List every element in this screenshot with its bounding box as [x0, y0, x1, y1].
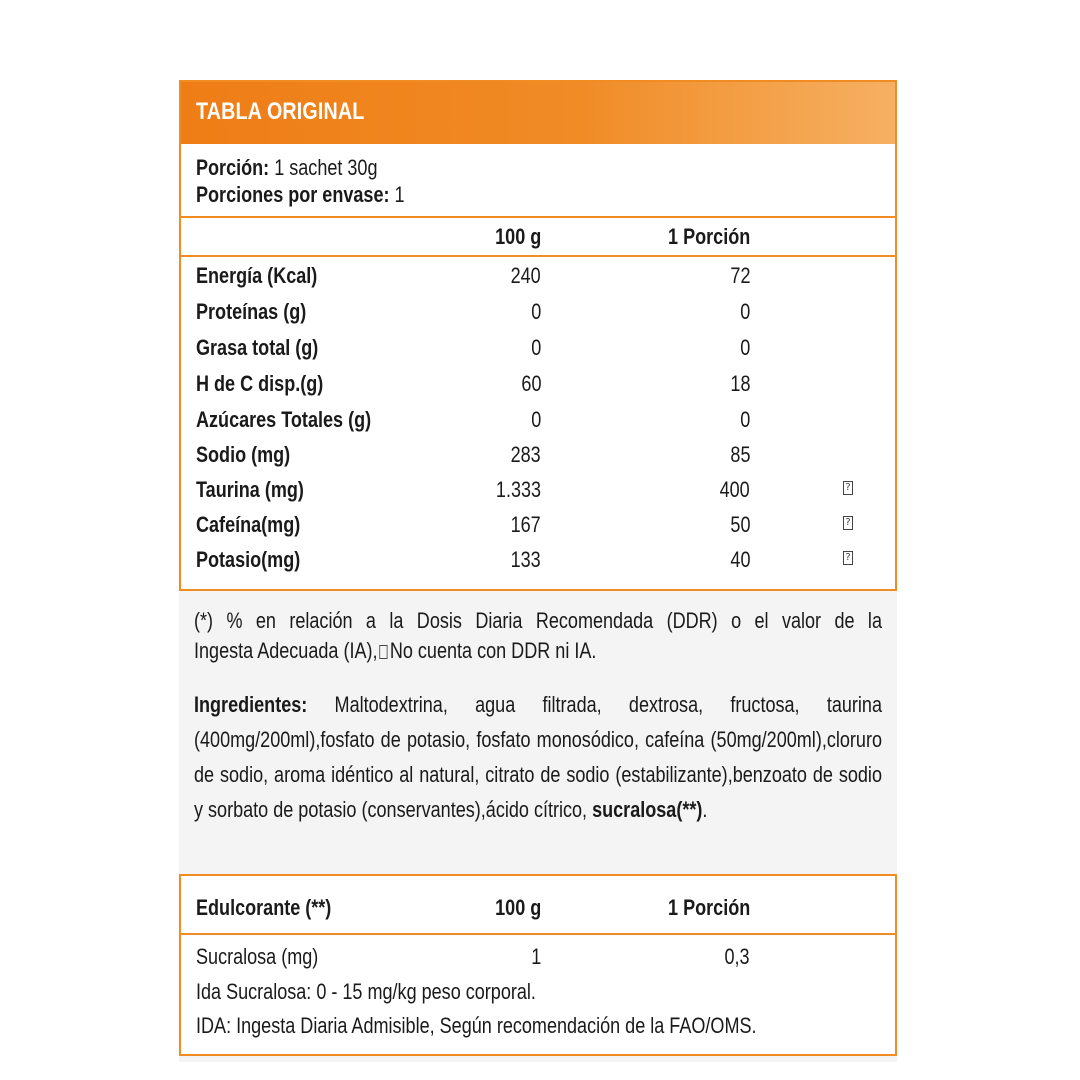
row-label: Energía (Kcal) [196, 263, 318, 288]
row-value-portion: 0 [739, 407, 750, 432]
no-ddr-mark-icon: ? [843, 551, 853, 565]
footnote-line-2b: No cuenta con DDR ni IA. [389, 638, 597, 663]
row-value-portion: 72 [729, 263, 750, 288]
serving-size-value: 1 sachet 30g [274, 155, 378, 180]
row-label: Proteínas (g) [196, 299, 307, 324]
no-ddr-mark-icon: ? [843, 481, 853, 495]
row-label: Taurina (mg) [196, 477, 304, 502]
no-ddr-mark-icon: ? [843, 516, 853, 530]
footnote [194, 606, 882, 666]
sweetener-row [181, 939, 895, 975]
row-value-100g: 0 [530, 299, 541, 324]
row-value-portion: 18 [729, 371, 750, 396]
table-row [181, 330, 895, 366]
servings-label: Porciones por envase: [196, 182, 390, 207]
divider [181, 216, 895, 218]
divider [181, 933, 895, 935]
ida-definition: IDA: Ingesta Diaria Admisible, Según recomendación de la FAO/OMS. [196, 1013, 757, 1038]
row-value-portion: 400 [719, 477, 750, 502]
sweetener-header-label: Edulcorante (**) [196, 895, 332, 920]
servings-value: 1 [394, 182, 405, 207]
row-value-portion: 85 [729, 442, 750, 467]
row-value-portion: 40 [729, 547, 750, 572]
nutrition-table [179, 80, 897, 591]
sweetener-header-row [181, 890, 895, 926]
table-row [181, 507, 895, 543]
row-value-100g: 0 [530, 335, 541, 360]
ingredients-paragraph [194, 687, 882, 827]
column-header-row [181, 219, 895, 255]
footnote-line-1: (*) % en relación a la Dosis Diaria Recomendada (DDR) o el valor de la [194, 608, 882, 633]
sweetener-value-100g: 1 [530, 944, 541, 969]
table-row [181, 472, 895, 508]
row-value-100g: 0 [530, 407, 541, 432]
row-value-100g: 133 [510, 547, 541, 572]
row-value-portion: 50 [729, 512, 750, 537]
ida-note: Ida Sucralosa: 0 - 15 mg/kg peso corporal. [196, 979, 536, 1004]
table-row [181, 402, 895, 438]
divider [181, 255, 895, 257]
row-value-100g: 167 [510, 512, 541, 537]
serving-info [196, 154, 450, 208]
row-value-100g: 240 [510, 263, 541, 288]
row-label: Grasa total (g) [196, 335, 319, 360]
col-header-portion: 1 Porción [667, 224, 750, 249]
servings-per-container [196, 181, 405, 208]
row-value-100g: 60 [520, 371, 541, 396]
sweetener-col-portion: 1 Porción [667, 895, 750, 920]
sweetener-table [179, 874, 897, 1056]
serving-size [196, 154, 405, 181]
ingredients-end: . [702, 797, 708, 822]
table-row [181, 437, 895, 473]
row-label: Cafeína(mg) [196, 512, 301, 537]
row-label: Sodio (mg) [196, 442, 291, 467]
row-label: Potasio(mg) [196, 547, 301, 572]
serving-size-label: Porción: [196, 155, 270, 180]
row-value-portion: 0 [739, 335, 750, 360]
row-label: Azúcares Totales (g) [196, 407, 372, 432]
table-title: TABLA ORIGINAL [196, 98, 365, 125]
row-value-100g: 283 [510, 442, 541, 467]
row-value-portion: 0 [739, 299, 750, 324]
ingredients-text: Maltodextrina, agua filtrada, dextrosa, fructosa, taurina (400mg/200ml),fosfato de potasio, fosfato monosódico, cafeína (50mg/200ml),cloruro de sodio, aroma idéntico al natural, citrato de sodio (estabilizante),benzoato de sodio y sorbato de potasio (conservantes),ácido cítrico, [194, 692, 882, 822]
ingredients-sweetener: sucralosa(**) [592, 797, 703, 822]
table-row [181, 542, 895, 578]
sweetener-col-100g: 100 g [494, 895, 541, 920]
no-ddr-mark-icon [379, 645, 387, 659]
footnote-line-2a: Ingesta Adecuada (IA), [194, 638, 378, 663]
row-label: H de C disp.(g) [196, 371, 324, 396]
sweetener-value-portion: 0,3 [724, 944, 750, 969]
table-row [181, 294, 895, 330]
table-row [181, 258, 895, 294]
table-row [181, 366, 895, 402]
sweetener-row-label: Sucralosa (mg) [196, 944, 319, 969]
ingredients-label: Ingredientes: [194, 692, 308, 717]
table-header-bar [181, 82, 895, 144]
row-value-100g: 1.333 [495, 477, 541, 502]
col-header-100g: 100 g [494, 224, 541, 249]
